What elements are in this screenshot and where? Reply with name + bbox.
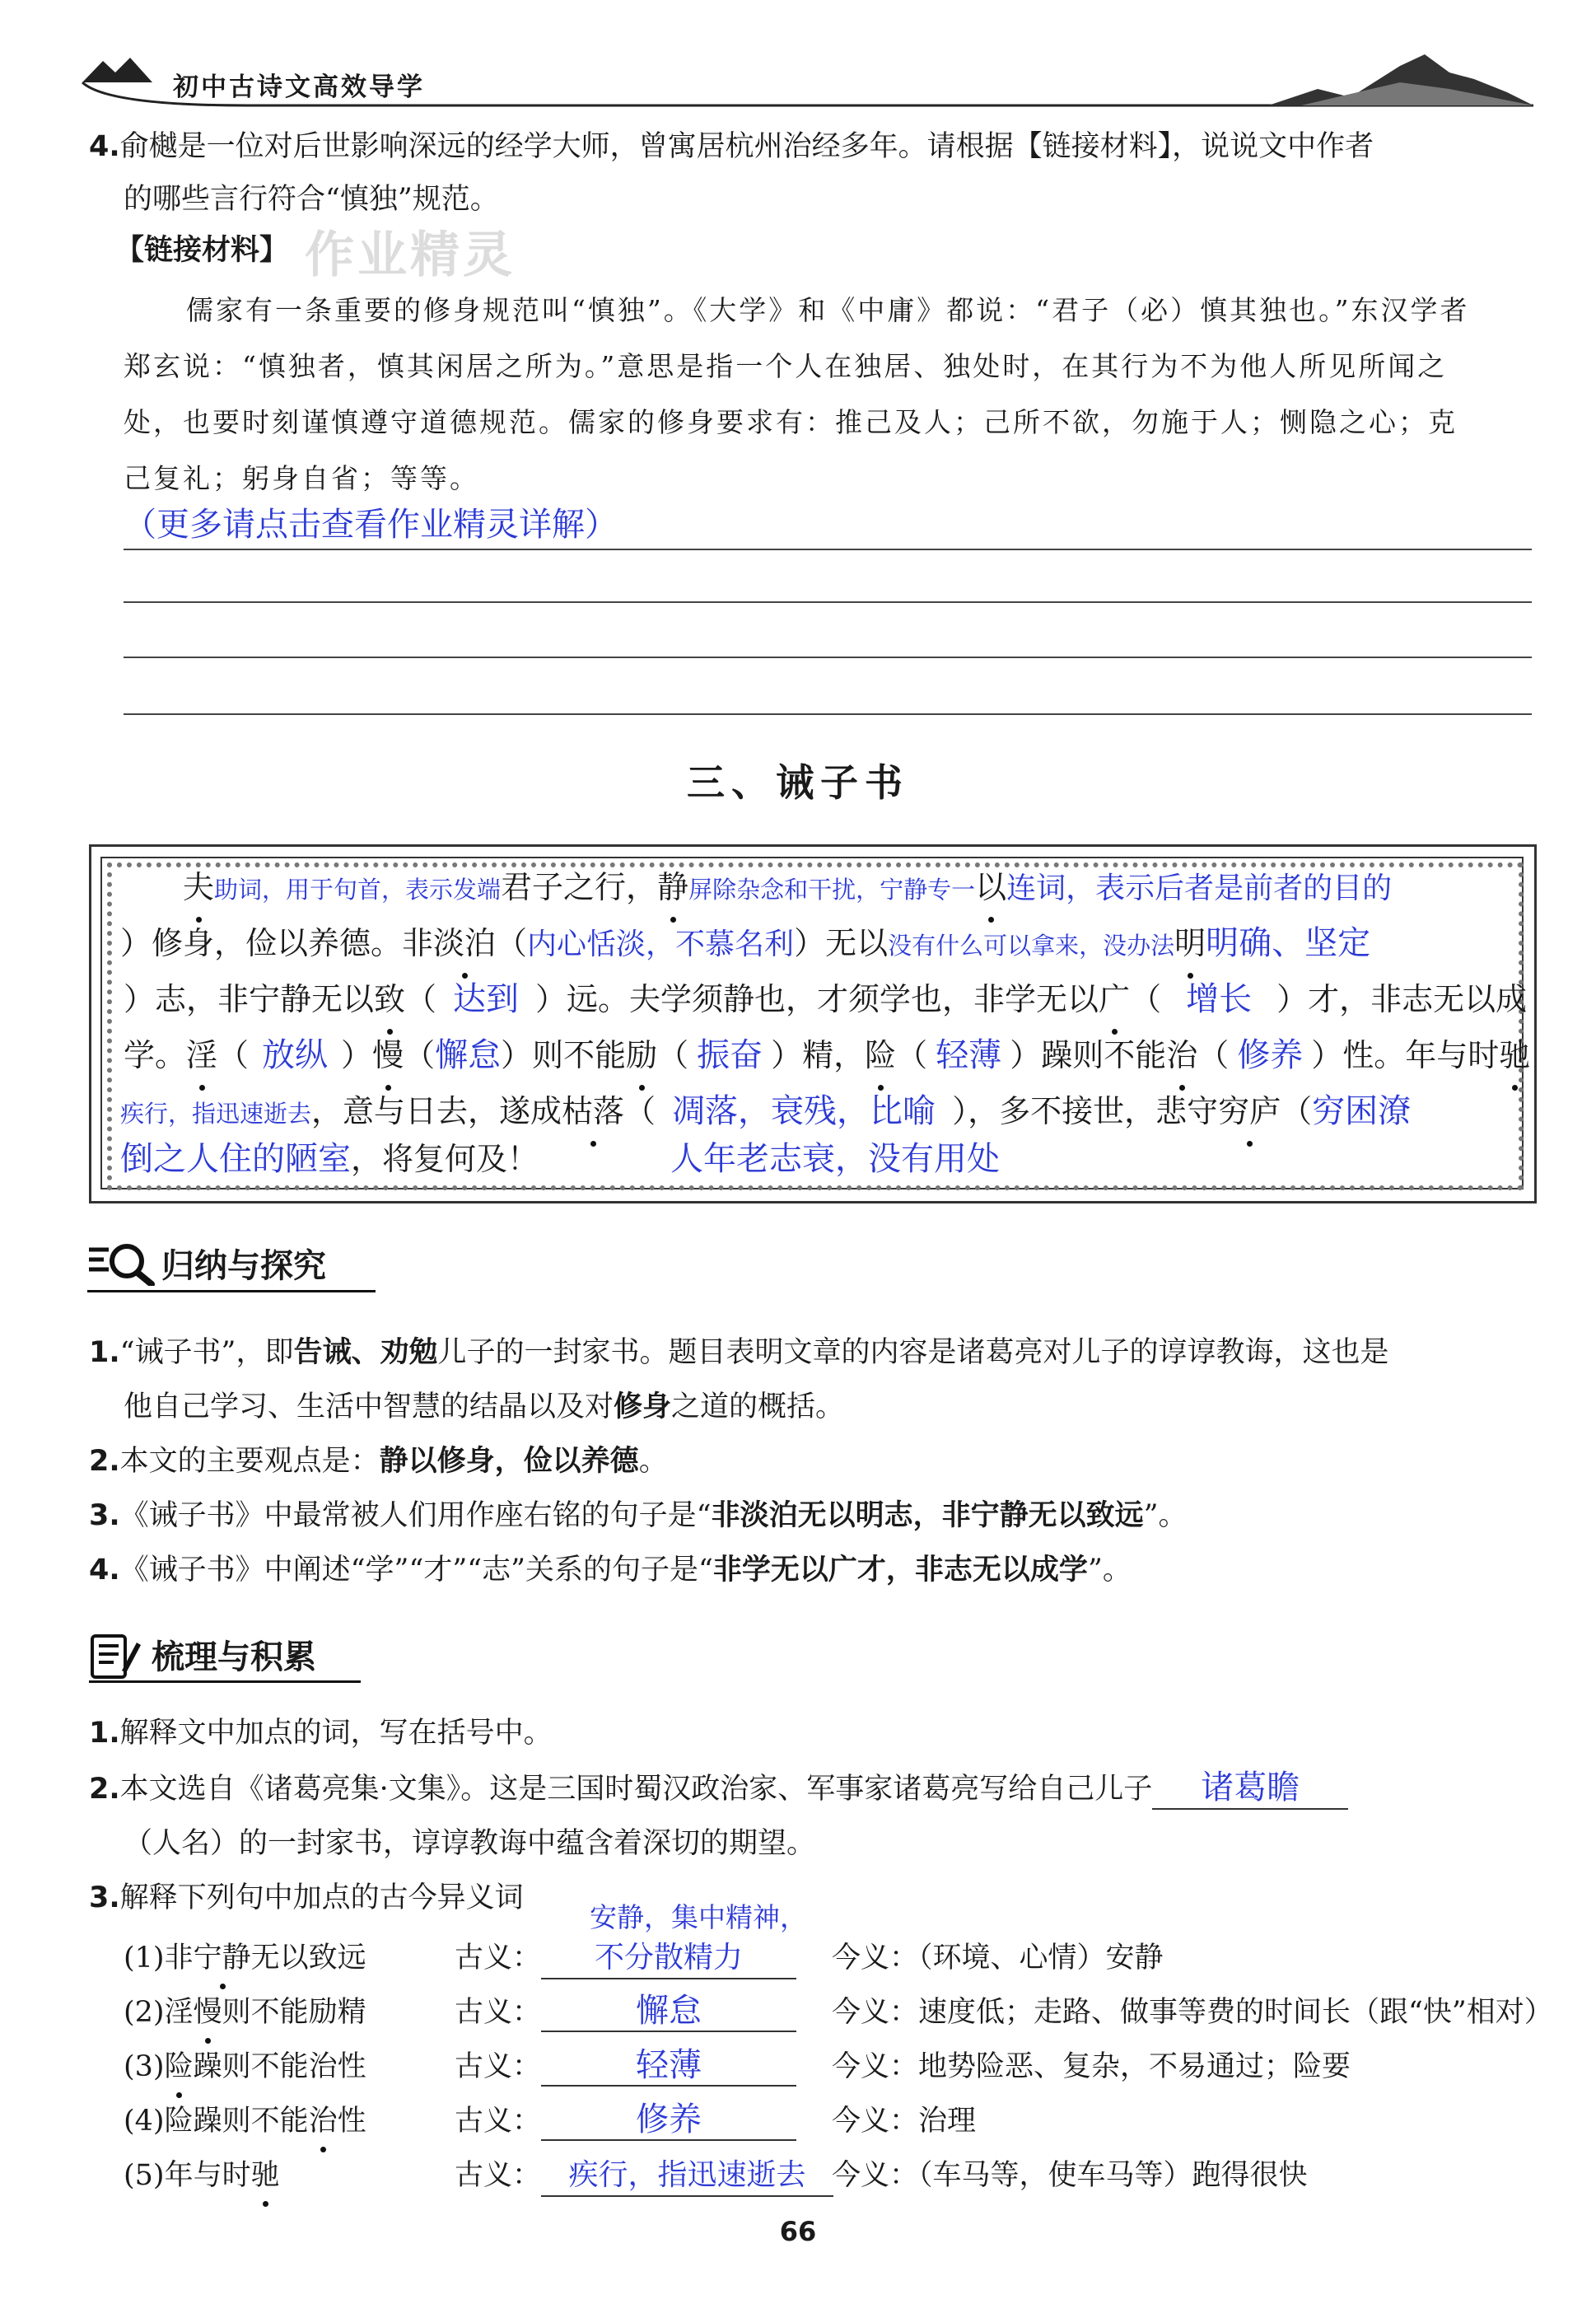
row-word: 慢: [194, 1986, 222, 2039]
jin-label: 今义：: [832, 2105, 919, 2138]
passage-text: ）远。夫学须静也，才须学也，非学无以: [535, 981, 1099, 1017]
q4-line1: 4.俞樾是一位对后世影响深远的经学大师，曾寓居杭州治经多年。请根据【链接材料】，说说文中作者: [89, 130, 1374, 163]
q3-row-4-jin: [832, 2095, 976, 2147]
item-text: 儿子的一封家书。题目表明文章的内容是诸葛亮对儿子的谆谆教诲，这也是: [437, 1336, 1389, 1369]
row-text: 则不能励精: [222, 1996, 366, 2029]
row-number: (2): [124, 1996, 165, 2029]
accum-q3: [89, 1872, 524, 1924]
annotation: 没有什么可以拿来，没办法: [888, 932, 1175, 960]
jin-label: 今义：: [832, 2159, 919, 2192]
passage-text: ）性。年与时: [1311, 1037, 1500, 1073]
passage-text: 学。: [124, 1037, 187, 1073]
passage-word: 穷庐: [1218, 1081, 1281, 1142]
item-number: 2.: [89, 1773, 120, 1806]
passage-text: ，意与日去，遂成: [311, 1093, 562, 1129]
item-bold: 告诫、劝勉: [293, 1335, 438, 1369]
annotation: 达到: [453, 980, 520, 1018]
passage-text: ），多不接世，悲守: [952, 1093, 1219, 1129]
q3-row-4-gu: [455, 2095, 796, 2147]
item-number: 3.: [89, 1881, 120, 1914]
item-bold: 非学无以广才，非志无以成学: [712, 1553, 1088, 1587]
row-word: 驰: [251, 2149, 280, 2202]
q3-row-1-gu: [455, 1932, 796, 1984]
accum-q1: [89, 1707, 553, 1760]
header-decoration: [0, 0, 1596, 124]
q3-row-5: [124, 2149, 280, 2202]
passage-text: （: [1281, 1093, 1313, 1129]
passage-text: ）躁则不能: [1010, 1037, 1167, 1073]
passage-text: ）则不能: [501, 1037, 627, 1073]
row-text: 性: [337, 2105, 366, 2138]
heading-underline: [89, 1680, 361, 1683]
passage-text: ）才，非志无以成: [1276, 981, 1528, 1017]
page-number: 66: [779, 2216, 817, 2247]
gu-label: 古义：: [455, 2159, 542, 2192]
accum-q2-cont: （人名）的一封家书，谆谆教诲中蕴含着深切的期望。: [124, 1827, 816, 1860]
q4-line2: 的哪些言行符合“慎独”规范。: [124, 183, 499, 216]
jin-text: 速度低；走路、做事等费的时间长（跟“快”相对）: [918, 1996, 1553, 2029]
passage-word: 广: [1099, 969, 1130, 1030]
jin-label: 今义：: [832, 2050, 919, 2083]
passage-word: 治: [1166, 1025, 1197, 1086]
passage-word: 枯落: [562, 1081, 624, 1142]
jin-text: 地势险恶、复杂，不易通过；险要: [918, 2050, 1351, 2083]
q3-row-5-gu: [455, 2149, 833, 2202]
annotation: 屏除杂念和干扰，宁静专一: [688, 876, 976, 904]
section-title: 三、诫子书: [687, 760, 909, 805]
passage-text: （: [624, 1093, 656, 1129]
passage-line-6: [120, 1129, 1000, 1189]
gu-label: 古义：: [455, 2105, 542, 2138]
row-number: (5): [124, 2159, 165, 2192]
passage-text: （: [1197, 1037, 1230, 1073]
passage-text: ）无以: [794, 925, 889, 961]
item-text: 他自己学习、生活中智慧的结晶以及对: [124, 1390, 614, 1423]
item-text: ”。: [1143, 1499, 1188, 1532]
answer-line: [124, 601, 1532, 603]
row-word: 宁静: [194, 1932, 251, 1984]
passage-line-4: [124, 1025, 1530, 1086]
q4-answer: （更多请点击查看作业精灵详解）: [124, 506, 618, 544]
material-line-1: 儒家有一条重要的修身规范叫“慎独”。《大学》和《中庸》都说：“君子（必）慎其独也。”东汉学者: [186, 294, 1470, 326]
row-word: 险: [165, 2040, 194, 2093]
row-number: (3): [124, 2050, 165, 2083]
passage-word: 慢: [372, 1025, 404, 1086]
item-text: 《诫子书》中最常被人们用作座右铭的句子是“: [119, 1499, 712, 1532]
passage-word: 明: [1174, 913, 1206, 974]
passage-text: ）志，非宁静无以: [124, 981, 375, 1017]
passage-line-3: [124, 969, 1527, 1030]
passage-text: （: [405, 981, 437, 1017]
item-text: 之道的概括。: [671, 1390, 845, 1423]
summary-item-2: [89, 1435, 668, 1488]
item-text: 解释下列句中加点的古今异义词: [119, 1881, 524, 1914]
passage-text: （: [496, 925, 528, 961]
item-number: 3.: [89, 1499, 120, 1532]
annotation: 修养: [1237, 1036, 1304, 1074]
annotation: 振奋: [697, 1036, 763, 1074]
item-number: 1.: [89, 1336, 120, 1369]
accum-q2: [89, 1763, 1348, 1816]
passage-word: 淫: [186, 1025, 217, 1086]
gu-label: 古义：: [455, 1996, 542, 2029]
q3-row-3: [124, 2040, 366, 2093]
jin-text: 治理: [918, 2105, 977, 2138]
q3-row-4: [124, 2095, 366, 2147]
gu-label: 古义：: [455, 2050, 542, 2083]
row-text: 险躁则不能: [164, 2105, 309, 2138]
link-material-label: 【链接材料】: [115, 234, 289, 267]
item-number: 1.: [89, 1717, 120, 1750]
item-number: 4.: [89, 1554, 120, 1587]
material-line-3: 处，也要时刻谨慎遵守道德规范。儒家的修身要求有：推己及人；己所不欲，勿施于人；恻隐之心；克: [124, 406, 1458, 438]
passage-text: ）: [341, 1037, 373, 1073]
row-number: (1): [124, 1942, 165, 1975]
answer-line: [124, 713, 1532, 715]
summary-item-4: [89, 1544, 1132, 1596]
passage-text: （: [217, 1037, 250, 1073]
passage-text: （: [896, 1037, 928, 1073]
passage-text: ）修身，俭以养德。非: [120, 925, 434, 961]
row-text: 无以致远: [250, 1942, 366, 1975]
passage-word: 静: [657, 857, 688, 918]
passage-line-2: [120, 913, 1370, 976]
annotation: 穷困潦: [1312, 1092, 1412, 1130]
header-title: 初中古诗文高效导学: [173, 72, 425, 102]
jin-text: （环境、心情）安静: [918, 1942, 1164, 1975]
answer-blank: 不分散精力: [541, 1938, 796, 1979]
jin-label: 今义：: [832, 1996, 919, 2029]
passage-text: ，将复何及！: [351, 1141, 539, 1177]
annotation: 凋落，衰残，比喻: [672, 1092, 936, 1130]
annotation: 倒之人住的陋室: [120, 1140, 351, 1178]
summary-item-3: [89, 1489, 1187, 1542]
item-bold: 修身: [614, 1390, 672, 1423]
annotation: 明确、坚定: [1206, 924, 1371, 962]
passage-text: 君子之行，: [501, 869, 658, 905]
passage-word: 驰: [1499, 1025, 1530, 1086]
passage-text: （: [404, 1037, 436, 1073]
jin-text: （车马等，使车马等）跑得很快: [918, 2159, 1308, 2192]
item-text: 本文选自《诸葛亮集·文集》。这是三国时蜀汉政治家、军事家诸葛亮写给自己儿子: [119, 1773, 1153, 1806]
heading-underline: [87, 1290, 376, 1292]
summary-heading: 归纳与探究: [161, 1247, 326, 1285]
material-line-2: 郑玄说：“慎独者，慎其闲居之所为。”意思是指一个人在独居、独处时，在其行为不为他人所见所闻之: [124, 350, 1448, 382]
answer-blank: 懈怠: [541, 1991, 796, 2032]
annotation: 放纵: [262, 1036, 329, 1074]
notebook-pen-icon: [89, 1631, 142, 1680]
row-text: 年与时: [164, 2159, 251, 2192]
gu-label: 古义：: [455, 1942, 542, 1975]
passage-word: 淡泊: [433, 913, 496, 974]
annotation: 助词，用于句首，表示发端: [214, 876, 502, 904]
q3-row-3-jin: [832, 2040, 1351, 2093]
item-number: 2.: [89, 1445, 120, 1478]
item-text: 。: [638, 1445, 668, 1478]
row-text: 躁则不能治性: [193, 2050, 366, 2083]
q3-row-2-jin: [832, 1986, 1553, 2039]
q4-number: 4.: [89, 130, 120, 163]
passage-line-1: [183, 857, 1392, 920]
answer-blank: 修养: [541, 2100, 796, 2141]
passage-text: （: [1130, 981, 1162, 1017]
mountain-left-icon: [82, 58, 152, 82]
answer-blank: 轻薄: [541, 2045, 796, 2087]
item-text: ”。: [1087, 1554, 1132, 1587]
q3-row-5-jin: [832, 2149, 1308, 2202]
annotation: 人年老志衰，没有用处: [670, 1140, 1001, 1178]
watermark: 作业精灵: [305, 227, 516, 284]
answer-line: [124, 549, 1532, 550]
annotation: 懈怠: [435, 1036, 502, 1074]
passage-word: 励: [626, 1025, 657, 1086]
accum-heading: 梳理与积累: [152, 1638, 316, 1676]
annotation: 连词，表示后者是前者的目的: [1006, 872, 1393, 905]
magnifier-icon: [87, 1240, 155, 1286]
annotation: 轻薄: [936, 1036, 1002, 1074]
row-number: (4): [124, 2105, 165, 2138]
row-text: 非: [164, 1942, 194, 1975]
item-text: 《诫子书》中阐述“学”“才”“志”关系的句子是“: [119, 1554, 713, 1587]
annotation: 疾行，指迅速逝去: [120, 1100, 312, 1128]
summary-item-1: [89, 1326, 1388, 1379]
row-text: 淫: [164, 1996, 194, 2029]
q3-row-2: [124, 1986, 366, 2039]
q3-extra-answer: 安静，集中精神，: [590, 1901, 807, 1933]
passage-word: 致: [374, 969, 405, 1030]
passage-text: ）精，: [771, 1037, 866, 1073]
item-bold: 非淡泊无以明志，非宁静无以致远: [711, 1498, 1144, 1532]
summary-item-1-cont: [124, 1381, 844, 1433]
row-word: 治: [309, 2095, 338, 2147]
annotation: 增长: [1186, 980, 1253, 1018]
q3-row-1: [124, 1932, 366, 1984]
answer-blank: 诸葛瞻: [1152, 1767, 1348, 1810]
passage-text: （: [657, 1037, 689, 1073]
item-text: 本文的主要观点是：: [119, 1445, 380, 1478]
q3-row-3-gu: [455, 2040, 796, 2093]
item-text: 解释文中加点的词，写在括号中。: [119, 1717, 553, 1750]
passage-word: 以: [975, 857, 1006, 918]
q3-row-1-jin: [832, 1932, 1164, 1984]
material-line-4: 己复礼；躬身自省；等等。: [124, 462, 479, 494]
answer-line: [124, 657, 1532, 658]
jin-label: 今义：: [832, 1942, 919, 1975]
annotation: 内心恬淡，不慕名利: [527, 928, 795, 961]
q3-row-2-gu: [455, 1986, 796, 2039]
passage-word: 夫: [183, 857, 214, 918]
passage-word: 险: [865, 1025, 896, 1086]
item-text: “诫子书”，即: [119, 1336, 294, 1369]
answer-blank: 疾行，指迅速逝去: [541, 2156, 833, 2197]
item-bold: 静以修身，俭以养德: [379, 1444, 639, 1478]
